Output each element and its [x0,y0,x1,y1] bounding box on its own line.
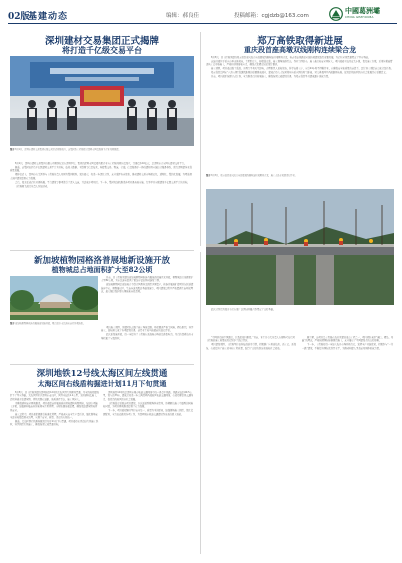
paragraph: 为确保盾构安全顺利掘进，项目部提前开展地质补勘和建构筑物调查，编制专项施工方案，加强盾构姿态控制和同步注浆管理，实时监测地表沉降，确保周边建筑物和管线安全。 [10,401,98,412]
paragraph: 据悉，太海区间右线盾构掘进计划于11月下旬贯通。项目部将认真总结左线施工经验，科学组织右线施工，确保按期完成贯通目标。 [10,420,99,427]
paragraph: 项目建设期间，工程局坚持以科技创新为引领，积极推广应用新技术、新工艺、新设备，有效提升了施工效率和工程质量，取得了良好的经济效益和社会效益。 [206,343,296,350]
paragraph: 日前，由工程局承建的新加坡植物园格洛普展地新设施正式开放，植物城总占地面积扩大至82公顷，为市民游客提供了更加丰富的休闲游览空间。 [101,276,194,283]
caption-label: 图为 [10,322,15,325]
brand-subtitle: CHINA GEZHOUBA [345,15,374,19]
article-body [302,336,394,556]
paragraph: 此次合作也为双方今后在更广泛领域开展合作奠定了良好基础。 [211,308,276,311]
article-body [101,276,194,324]
paragraph: 新加坡植物园是新加坡首个联合国教科文组织世界遗产，格洛普展地扩建项目包括新建游客中心、植物展示区、生态步道及配套基础设施等，项目建设过程中严格遵循生态环保理念，最大限度保护原有植被和自然景观。 [101,283,194,294]
caption-text: 8月3日，郑万高铁重庆段首座高墩双线刚构连续梁顺利合龙，施工人员在梁顶进行作业。 [211,174,297,177]
caption-label: 图为 [10,148,15,151]
article-body [10,162,194,246]
paragraph: 下一步，工程局将进一步加大海外市场开拓力度，发挥全产业链优势，积极参与“一带一路”建设，不断提升国际化经营水平，为推动构建人类命运共同体贡献力量。 [302,343,394,350]
paragraph: 深圳地铁12号线是深圳市城市轨道交通网络中的一条骨干线路，线路全长约40.5公里，设车站33座，建成后将进一步完善深圳西部地区轨道交通网络，有效缓解沿线交通压力，促进沿线地区经济社会发展。 [103,391,194,401]
photo-caption [10,322,98,341]
caption-text: 8月1日，深圳市建材交易集团有限公司正式揭牌成立，该集团系工程局联合深圳市国资委旗下企业共同组建。 [15,148,121,151]
article-photo [10,56,194,146]
section-title: 基建动态 [28,12,69,22]
brand-logo [329,6,397,22]
article-photo [10,276,98,320]
article-body [10,391,99,555]
paragraph: 该连续梁位于重庆市巫山县境内，主跨跨度大，桥墩高度高，施工现场地形复杂，作业空间狭小，施工难度和安全风险大。项目部成立技术攻关小组，优化施工方案，采用挂篮悬臂浇筑工艺对称施工，严格控制线形和应力，确保合龙精度满足设计要求。 [206,60,393,67]
editor-name: 编辑：郝良佳 [166,13,200,19]
article-body [101,326,194,362]
page-header [0,0,402,30]
paragraph: 项目施工期间，参建团队克服了施工场地受限、环保要求严格等困难，精心组织、科学施工，高标准完成了各项建设任务，获得业主和当地政府的高度评价。 [101,326,194,333]
article-body [206,336,297,556]
article-subtitle: 重庆段首座高墩双线刚构连续梁合龙 [244,45,356,54]
paragraph: 会后，双方还就后续业务拓展、平台建设等事项进行了深入交流，并达成多项共识。下一步，集团将加快推进各项业务落地实施，力争早日实现建设千亿级交易平台的目标。 [15,180,190,184]
paragraph: 8月3日，由工程局承建的郑万高铁重庆段首座高墩双线刚构连续梁顺利合龙，标志着该线路重庆段桥梁建设取得重要进展，为后续全线贯通奠定了坚实基础。 [211,56,371,59]
paragraph: 据悉，该集团以打造千亿级建材交易平台为目标，依托大数据、互联网等信息技术，构建集交易、物流、金融、信息服务于一体的建材供应链综合服务体系，助力深圳建筑业高质量发展。 [10,166,192,173]
paragraph: 工程局相关部门负责人参加活动。 [15,184,50,188]
paragraph: “中国制造和中国速度，让我们刮目相看。”目前，业主方有关负责人在现场考察后对工程局的施工质量和进度给予了高度评价。 [206,336,295,343]
article-title: 郑万高铁取得新进展 [257,36,343,47]
article-title: 深圳建材交易集团正式揭牌 [44,36,159,47]
paragraph: 郑万高铁是国家“八纵八横”高速铁路网的重要组成部分，建成后将大大缩短郑州与重庆间的时空距离，对完善我国中西部路网布局、促进沿线地区经济社会发展具有重要意义。 [211,71,388,75]
paragraph: 据了解，该项目是工程局在海外承建的重点工程之一，项目团队秉承“诚信、精品、共赢”的理念，严格按照国际标准组织施工，充分展示了中国建设者的良好形象。 [302,336,394,343]
header-rule [8,23,397,24]
section-divider [10,250,194,251]
column-divider [200,32,201,246]
article-subtitle: 太海区间右线盾构掘进计划11月下旬贯通 [37,379,167,388]
article-title: 深圳地铁12号线太海区间左线贯通 [36,369,168,379]
article-title: 新加坡植物园格洛普展地新设施开放 [33,256,170,266]
caption-label: 图为 [206,174,211,177]
photo-caption [206,174,394,187]
paragraph: 揭牌仪式上，深圳市有关领导与工程局负责人共同为集团揭牌。双方表示，将进一步深化合作，充分发挥各自优势，推动建材交易市场规范化、透明化、集约化发展，为粤港澳大湾区建设提供有力保障。 [10,173,192,180]
column-divider [200,252,201,554]
submission-email: 投稿邮箱：cgjdzb@163.com [234,13,309,19]
article-body [103,391,194,555]
section-divider [10,364,194,365]
paragraph: 目前，项目部正按照节点计划，全力推进后续桥梁施工，确保按期完成建设任务，为郑万高铁早日建成通车贡献力量。 [211,75,331,79]
gezhouba-logo-icon [329,6,343,20]
article-subtitle: 将打造千亿级交易平台 [62,45,142,55]
paragraph: 下一步，项目部将继续坚持安全第一、质量为本的原则，加强现场施工组织，优化资源配置，全力以赴推进各项工作，为深圳城市轨道交通建设作出新的更大贡献。 [103,409,193,416]
paragraph: 施工期间，项目部克服了高温、多雨等不利天气影响，合理组织人员和设备，科学安排工序，实行24小时不间断作业，在确保安全和质量的前提下，比计划工期提前完成合龙任务。 [211,67,394,71]
brand-name: 中國葛洲壩 [345,6,380,15]
photo-caption [10,148,194,161]
paragraph: 施工过程中，项目部积极推行标准化管理，严格落实安全生产责任制，强化现场安全巡查和隐患排查治理，实现了安全、质量、进度的有机统一。 [10,412,98,420]
page-number: 02版 [8,12,30,22]
article-subtitle: 植物城总占地面积扩大至82公顷 [51,265,153,274]
article-body [206,56,394,172]
article-body [206,308,394,332]
article-photo [206,189,394,305]
caption-text: 新加坡植物园格洛普展地新设施开放，吸引众多市民游客前往参观游览。 [15,322,86,325]
paragraph: 此次新设施开放，进一步提升了工程局在新加坡市场的品牌影响力，为后续深耕海外市场积累了宝贵经验。 [101,333,194,340]
paragraph: 工程局高度重视该项目建设，多次派员到现场检查指导，协调解决施工中遇到的困难和问题，为项目顺利推进提供了有力保障。 [103,401,193,409]
paragraph: 8月5日，由工程局承建的深圳地铁12号线太海区间左线顺利贯通，为全线按期建成打下了坚实基础。太海区间位于深圳市南山区，区间全长约1.2公里，采用盾构法施工，沿线穿越多处建筑物、管线及既有道路，地质条件复杂，施工风险大。 [10,391,99,401]
paragraph: 8月1日，深圳市建材交易集团有限公司揭牌仪式在深圳举行。集团由深圳市国资委所属企业与工程局共同出资设立，注册资本10亿元，是深圳市首家国有建材交易平台。 [15,162,187,165]
